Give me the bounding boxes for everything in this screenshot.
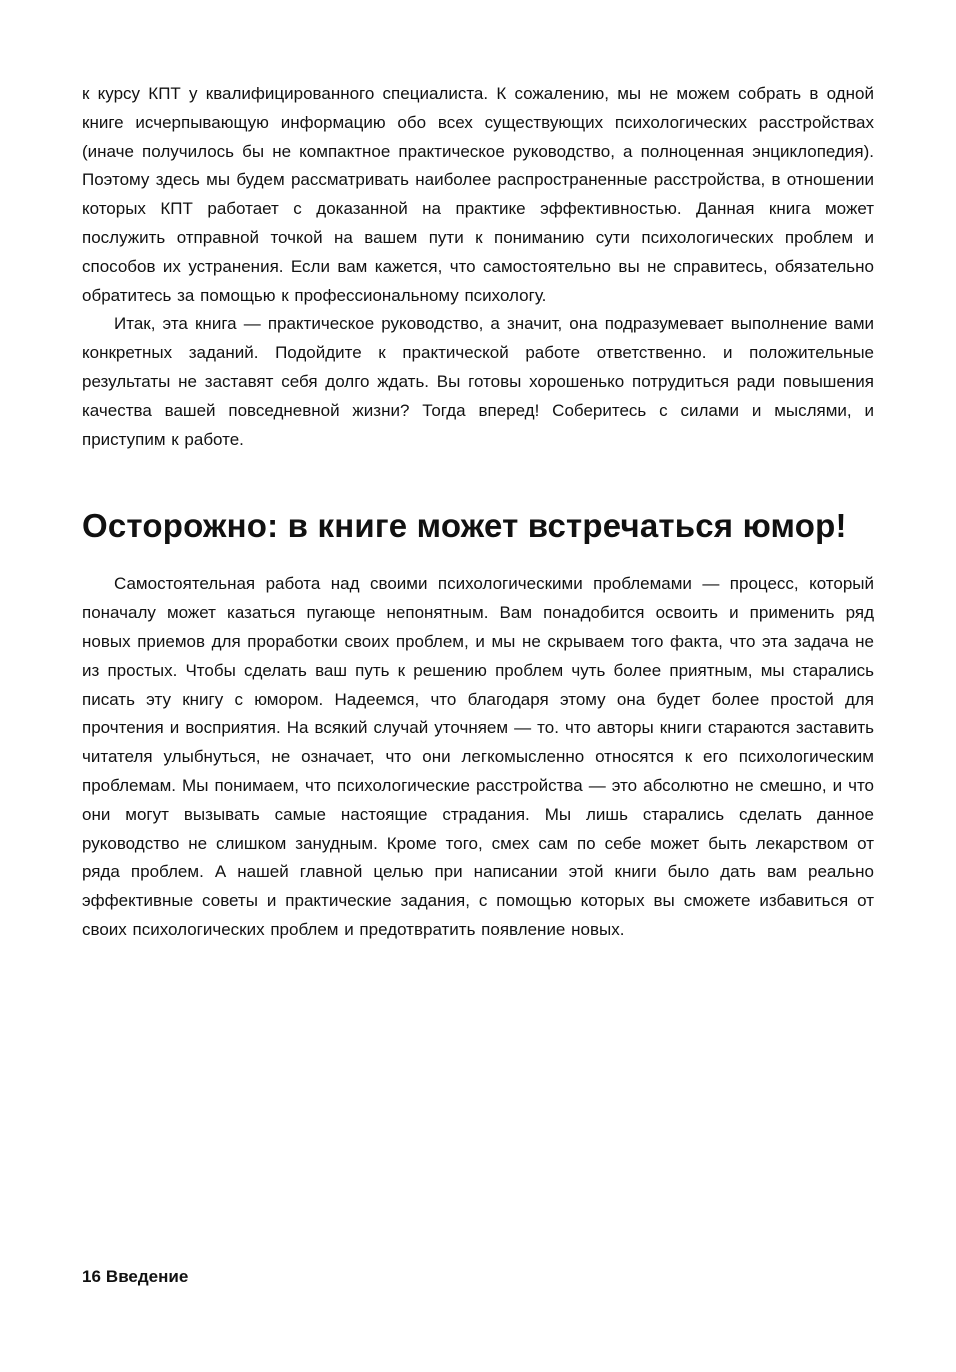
intro-paragraph-2: Итак, эта книга — практическое руководство, а значит, она подразумевает выполнение вами конкретных заданий. Подойдите к практической работе ответственно. и положительные результаты не заставят себя долго ждать. Вы готовы хорошенько потрудиться ради повышения качества вашей повседневной жизни? Тогда вперед! Соберитесь с силами и мыслями, и приступим к работе.: [82, 314, 874, 449]
section-heading: Осторожно: в книге может встречаться юмор!: [82, 507, 847, 545]
section-paragraph-1: Самостоятельная работа над своими психологическими проблемами — процесс, который поначалу может казаться пугающе непонятным. Вам понадобится освоить и применить ряд новых приемов для проработки своих проблем, и мы не скрываем того факта, что эта задача не из простых. Чтобы сделать ваш путь к решению проблем чуть более приятным, мы старались писать эту книгу с юмором. Надеемся, что благодаря этому она будет более простой для прочтения и восприятия. На всякий случай уточняем — то. что авторы книги стараются заставить читателя улыбнуться, не означает, что они легкомысленно относятся к его психологическим проблемам. Мы понимаем, что психологические расстройства — это абсолютно не смешно, и что они могут вызывать самые настоящие страдания. Мы лишь старались сделать данное руководство не слишком занудным. Кроме того, смех сам по себе может быть лекарством от ряда проблем. А нашей главной целью при написании этой книги было дать вам реально эффективные советы и практические задания, с помощью которых вы сможете избавиться от своих психологических проблем и предотвратить появление новых.: [82, 574, 874, 939]
page-number: 16: [82, 1267, 101, 1286]
intro-paragraph-1: к курсу КПТ у квалифицированного специалиста. К сожалению, мы не можем собрать в одной книге исчерпывающую информацию обо всех существующих психологических расстройствах (иначе получилось бы не компактное практическое руководство, а полноценная энциклопедия). Поэтому здесь мы будем рассматривать наиболее распространенные расстройства, в отношении которых КПТ работает с доказанной на практике эффективностью. Данная книга может послужить отправной точкой на вашем пути к пониманию сути психологических проблем и способов их устранения. Если вам кажется, что самостоятельно вы не справитесь, обязательно обратитесь за помощью к профессиональному психологу.: [82, 84, 874, 305]
chapter-name: Введение: [105, 1267, 189, 1286]
page-content: [82, 80, 874, 945]
page-footer: [82, 1265, 193, 1289]
